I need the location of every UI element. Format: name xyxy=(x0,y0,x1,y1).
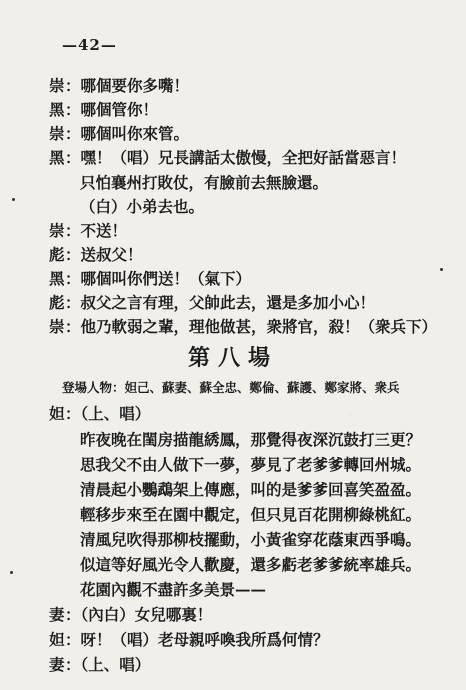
verse-line xyxy=(80,455,421,475)
speaker-name: 崇 xyxy=(49,221,65,240)
verse-line xyxy=(80,580,266,600)
print-speck xyxy=(10,571,13,574)
speaker-name: 黑 xyxy=(49,148,65,167)
dialogue-line xyxy=(49,655,150,675)
dialogue-line xyxy=(49,76,189,96)
dialogue-line xyxy=(49,221,127,241)
speaker-name: 崇 xyxy=(49,317,65,336)
dialogue-line xyxy=(49,269,251,289)
verse-text: 清風兒吹得那柳枝擺動，小黃雀穿花蔭東西爭鳴。 xyxy=(80,530,422,549)
dialogue-line xyxy=(49,245,143,265)
verse-text: 似這等好風光令人歡慶，還多虧老爹爹統率雄兵。 xyxy=(80,555,422,574)
dialogue-line xyxy=(49,100,158,120)
speaker-name: 黑 xyxy=(49,269,65,288)
dialogue-line xyxy=(49,630,329,650)
dialogue-text: ：哪個要你多嘴！ xyxy=(65,76,190,95)
speaker-name: 黑 xyxy=(49,100,65,119)
verse-line xyxy=(80,505,421,525)
verse-line xyxy=(80,480,421,500)
speaker-name: 妻 xyxy=(49,655,65,674)
verse-text: 花園內觀不盡許多美景—— xyxy=(80,580,267,599)
print-speck xyxy=(12,198,15,201)
speaker-name: 妲 xyxy=(49,404,65,423)
dialogue-text: ：哪個管你！ xyxy=(65,100,159,119)
dialogue-text: ：他乃軟弱之輩，理他做甚，衆將官，殺！（衆兵下） xyxy=(65,317,438,336)
page-number: —42— xyxy=(62,36,117,54)
cast-list: 登場人物：妲己、蘇妻、蘇全忠、鄭倫、蘇護、鄭家將、衆兵 xyxy=(62,380,400,395)
dialogue-text: （白）小弟去也。 xyxy=(80,197,205,216)
dialogue-line xyxy=(80,197,204,217)
speaker-name: 妲 xyxy=(49,630,65,649)
speaker-name: 彪 xyxy=(49,293,65,312)
dialogue-text: ：呀！（唱）老母親呼喚我所爲何情？ xyxy=(65,630,329,649)
print-speck xyxy=(440,268,443,271)
dialogue-text: ：（上、唱） xyxy=(65,655,151,674)
dialogue-text: ：哪個叫你來管。 xyxy=(65,124,190,143)
dialogue-text: ：（上、唱） xyxy=(65,404,151,423)
verse-text: 思我父不由人做下一夢，夢見了老爹爹轉回州城。 xyxy=(80,455,422,474)
dialogue-text: ：嘿！（唱）兄長講話太傲慢，全把好話當惡言！ xyxy=(65,148,407,167)
dialogue-line xyxy=(49,148,406,168)
scene-title: 第八場 xyxy=(187,345,278,371)
dialogue-text: ：哪個叫你們送！（氣下） xyxy=(65,269,252,288)
speaker-name: 妻 xyxy=(49,605,65,624)
dialogue-text: 只怕襄州打敗仗，有臉前去無臉還。 xyxy=(80,173,329,192)
dialogue-line xyxy=(49,404,150,424)
dialogue-line xyxy=(80,173,328,193)
verse-line xyxy=(80,530,421,550)
speaker-name: 彪 xyxy=(49,245,65,264)
verse-line xyxy=(80,555,421,575)
verse-text: 清晨起小鸚鵡架上傳應，叫的是爹爹回喜笑盈盈。 xyxy=(80,480,422,499)
dialogue-line xyxy=(49,605,212,625)
speaker-name: 崇 xyxy=(49,76,65,95)
verse-line xyxy=(80,430,421,450)
dialogue-line xyxy=(49,293,375,313)
dialogue-text: ：（內白）女兒哪裏！ xyxy=(65,605,213,624)
dialogue-line xyxy=(49,124,189,144)
dialogue-text: ：叔父之言有理，父帥此去，還是多加小心！ xyxy=(65,293,376,312)
dialogue-text: ：送叔父！ xyxy=(65,245,143,264)
speaker-name: 崇 xyxy=(49,124,65,143)
dialogue-text: ：不送！ xyxy=(65,221,128,240)
verse-text: 昨夜晚在閨房描龍綉鳳，那覺得夜深沉鼓打三更？ xyxy=(80,430,422,449)
verse-text: 輕移步來至在園中觀定，但只見百花開柳綠桃紅。 xyxy=(80,505,422,524)
dialogue-line xyxy=(49,317,437,337)
